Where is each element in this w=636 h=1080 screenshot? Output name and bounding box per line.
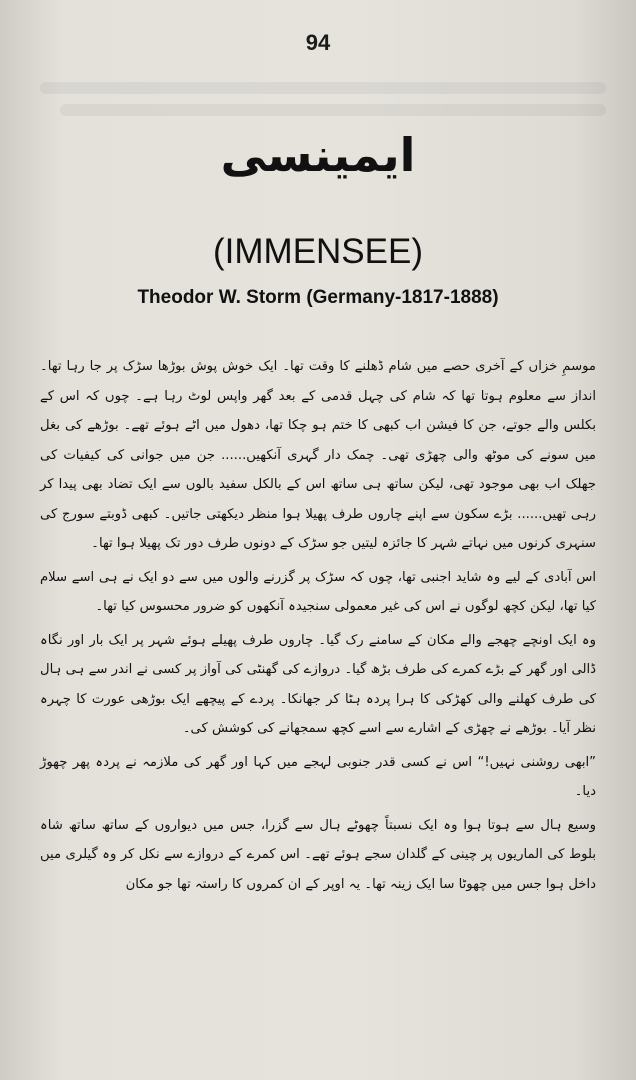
chapter-title-urdu: ایمینسی — [220, 128, 416, 182]
paragraph: وہ ایک اونچے چھجے والے مکان کے سامنے رک گیا۔ چاروں طرف پھیلے ہوئے شہر پر ایک بار اور نگاہ ڈالی اور گھر کے بڑے کمرے کی طرف بڑھ گیا۔ دروازے کی گھنٹی کی آواز پر کسی نے اندر سے ہی ہال کی طرف کھلنے والی کھڑکی کا ہرا پردہ ہٹا کر جھانکا۔ پردے کے پیچھے ایک بوڑھی عورت کا چہرہ نظر آیا۔ بوڑھے نے چھڑی کے اشارے سے اسے کچھ سمجھانے کی کوشش کی۔ — [40, 632, 596, 736]
chapter-title-english: (IMMENSEE) — [213, 232, 423, 271]
page-number: 94 — [305, 30, 331, 55]
bleed-through-shadow — [40, 82, 606, 94]
paragraph: موسمِ خزاں کے آخری حصے میں شام ڈھلنے کا وقت تھا۔ ایک خوش پوش بوڑھا سڑک پر جا رہا تھا۔ انداز سے معلوم ہوتا تھا کہ شام کی چہل قدمی کے بعد گھر واپس لوٹ رہا ہے۔ چوں کہ اس کے بکلس والے جوتے، جن کا فیشن اب کبھی کا ختم ہو چکا تھا، دھول میں اٹے ہوئے تھے۔ بوڑھے کی بغل میں سونے کی موٹھ والی چھڑی تھی۔ چمک دار گہری آنکھیں...... جن میں جوانی کی کیفیات کی جھلک اب بھی موجود تھی، لیکن ساتھ ہی ساتھ اس کے بالکل سفید بالوں سے ایک تضاد بھی پیدا کر رہی تھیں...... بڑے سکون سے اپنے چاروں طرف پھیلا ہوا منظر دیکھتی جاتیں۔ کبھی ڈوبتے سورج کی سنہری کرنوں میں نہاتے شہر کا جائزہ لیتیں جو سڑک کے دونوں طرف دور تک پھیلا ہوا تھا۔ — [40, 359, 596, 551]
story-body — [40, 352, 596, 903]
paragraph: وسیع ہال سے ہوتا ہوا وہ ایک نسبتاً چھوٹے ہال سے گزرا، جس میں دیواروں کے ساتھ ساتھ شاہ بلوط کی الماریوں پر چینی کے گلدان سجے ہوئے تھے۔ اس کمرے کے دروازے سے نکل کر وہ گیلری میں داخل ہوا جس میں چھوٹا سا ایک زینہ تھا۔ یہ اوپر کے ان کمروں کا راستہ تھا جو مکان — [40, 817, 596, 892]
bleed-through-shadow — [60, 104, 606, 116]
paragraph: اس آبادی کے لیے وہ شاید اجنبی تھا، چوں کہ سڑک پر گزرنے والوں میں سے دو ایک نے ہی اسے سلام کیا تھا، لیکن کچھ لوگوں نے اس کی غیر معمولی سنجیدہ آنکھوں کو ضرور محسوس کیا تھا۔ — [40, 569, 596, 614]
paragraph: ”ابھی روشنی نہیں!“ اس نے کسی قدر جنوبی لہجے میں کہا اور گھر کی ملازمہ نے پردہ پھر چھوڑ دیا۔ — [40, 754, 596, 799]
author-line: Theodor W. Storm (Germany-1817-1888) — [137, 287, 499, 308]
